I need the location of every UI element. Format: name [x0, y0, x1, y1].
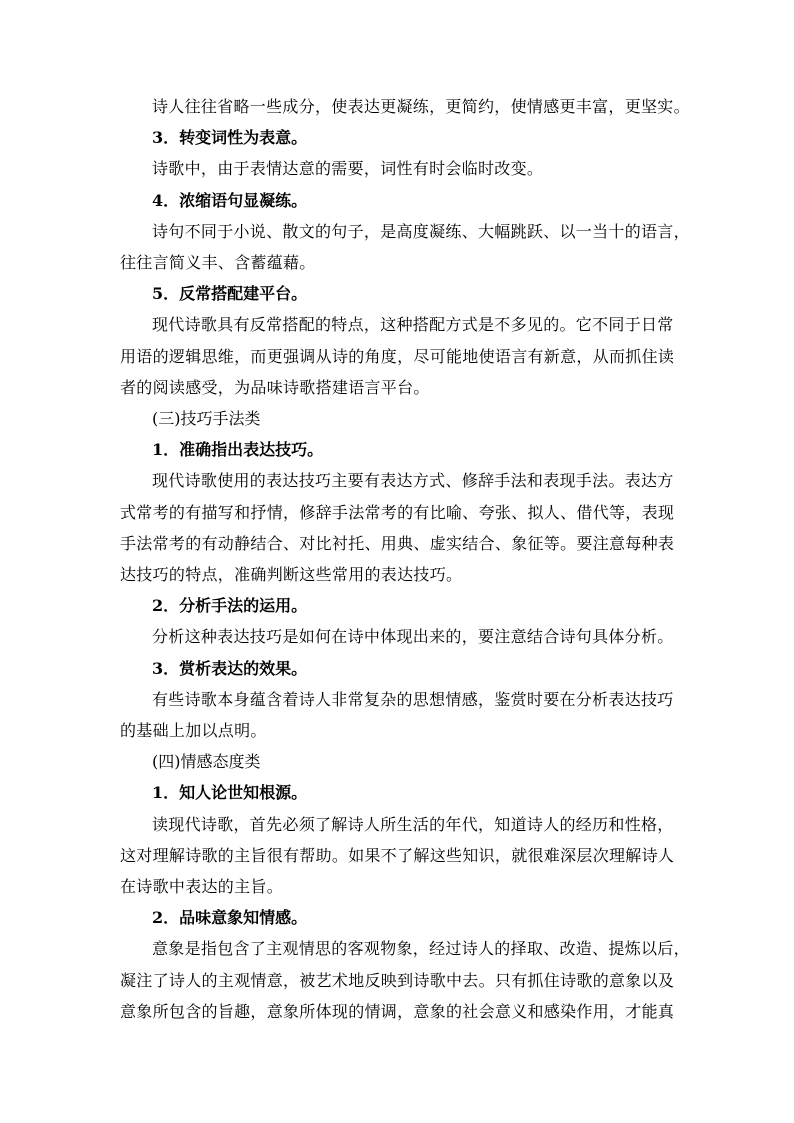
text-line: 分析这种表达技巧是如何在诗中体现出来的，要注意结合诗句具体分析。 — [152, 627, 674, 647]
text-line: 诗歌中，由于表情达意的需要，词性有时会临时改变。 — [152, 159, 544, 179]
section-heading: 2．分析手法的运用。 — [152, 596, 308, 616]
section-heading: 1．知人论世知根源。 — [152, 783, 308, 803]
section-heading: 2．品味意象知情感。 — [152, 908, 308, 928]
text-line: 意象所包含的旨趣，意象所体现的情调，意象的社会意义和感染作用，才能真 — [120, 1001, 675, 1021]
text-line: 凝注了诗人的主观情意，被艺术地反映到诗歌中去。只有抓住诗歌的意象以及 — [120, 970, 675, 990]
section-heading: 4．浓缩语句显凝练。 — [152, 190, 308, 210]
text-line: 意象是指包含了主观情思的客观物象，经过诗人的择取、改造、提炼以后， — [152, 939, 690, 959]
text-line: 达技巧的特点，准确判断这些常用的表达技巧。 — [120, 565, 463, 585]
paragraph — [120, 933, 690, 1027]
text-line: 的基础上加以点明。 — [120, 721, 267, 741]
paragraph — [120, 216, 690, 278]
paragraph — [120, 621, 675, 652]
paragraph — [120, 153, 675, 184]
section-heading: 3．转变词性为表意。 — [152, 128, 308, 148]
paragraph — [120, 91, 690, 122]
text-line: 诗句不同于小说、散文的句子，是高度凝练、大幅跳跃、以一当十的语言， — [152, 221, 690, 241]
section-heading: 3．赏析表达的效果。 — [152, 658, 308, 678]
text-line: 读现代诗歌，首先必须了解诗人所生活的年代，知道诗人的经历和性格， — [152, 814, 674, 834]
text-line: 现代诗歌具有反常搭配的特点，这种搭配方式是不多见的。它不同于日常 — [152, 315, 674, 335]
text-line: 式常考的有描写和抒情，修辞手法常考的有比喻、夸张、拟人、借代等，表现 — [120, 502, 675, 522]
text-line: 用语的逻辑思维，而更强调从诗的角度，尽可能地使语言有新意，从而抓住读 — [120, 346, 675, 366]
paragraph — [120, 684, 675, 746]
section-heading: 5．反常搭配建平台。 — [152, 284, 308, 304]
text-line: 者的阅读感受，为品味诗歌搭建语言平台。 — [120, 377, 430, 397]
text-line: 现代诗歌使用的表达技巧主要有表达方式、修辞手法和表现手法。表达方 — [152, 471, 674, 491]
paragraph — [120, 809, 675, 903]
text-line: 这对理解诗歌的主旨很有帮助。如果不了解这些知识，就很难深层次理解诗人 — [120, 845, 675, 865]
text-line: 诗人往往省略一些成分，使表达更凝练，更简约，使情感更丰富，更坚实。 — [152, 97, 690, 116]
text-line: 手法常考的有动静结合、对比衬托、用典、虚实结合、象征等。要注意每种表 — [120, 533, 675, 553]
category-heading: (三)技巧手法类 — [152, 409, 261, 429]
text-line: 在诗歌中表达的主旨。 — [120, 877, 284, 897]
section-heading: 1．准确指出表达技巧。 — [152, 440, 324, 460]
paragraph — [120, 465, 675, 590]
text-line: 往往言简义丰、含蓄蕴藉。 — [120, 253, 316, 273]
text-line: 有些诗歌本身蕴含着诗人非常复杂的思想情感，鉴赏时要在分析表达技巧 — [152, 689, 674, 709]
category-heading: (四)情感态度类 — [152, 752, 261, 772]
document-body — [120, 91, 690, 1027]
paragraph — [120, 309, 675, 403]
